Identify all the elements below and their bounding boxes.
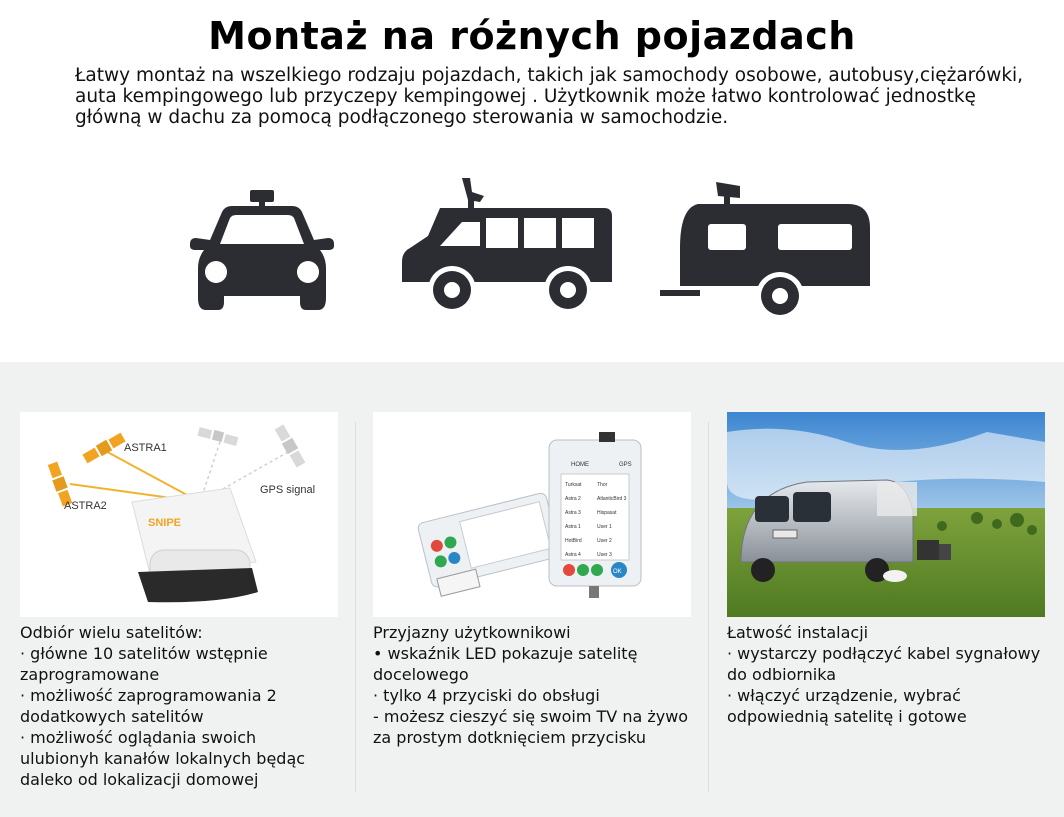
caravan-with-dish-icon [658,178,876,324]
van-with-dish-icon [400,178,616,314]
svg-text:SNIPE: SNIPE [148,517,182,529]
satellite-illustration [20,412,338,617]
remote-item: Astra 4 [565,552,581,558]
page-title: Montaż na różnych pojazdach [208,14,856,58]
feature-line: · tylko 4 przyciski do obsługi [373,686,600,705]
remote-item: AtlanticBird 3 [597,496,627,502]
feature-text-remote [373,622,691,748]
remote-item: Astra 3 [565,510,581,516]
feature-line: · wystarczy podłączyć kabel sygnałowy do odbiornika [727,644,1041,684]
feature-line: · włączyć urządzenie, wybrać odpowiednią satelitę i gotowe [727,686,967,726]
remote-item: User 1 [597,524,612,530]
feature-card-satellites [20,412,338,790]
remote-left-list [565,478,599,562]
remote-item: Astra 2 [565,496,581,502]
car-with-dish-icon [188,188,336,312]
features-section [0,362,1064,817]
feature-line: · możliwość zaprogramowania 2 dodatkowych satelitów [20,686,277,726]
feature-line: Odbiór wielu satelitów: [20,623,203,642]
vehicle-icons [0,170,1064,330]
astra1-label: ASTRA1 [124,442,167,454]
svg-text:HOME: HOME [571,462,589,468]
header-section [0,0,1064,362]
feature-line: • wskaźnik LED pokazuje satelitę docelowego [373,644,638,684]
remote-item: Hispasat [597,510,617,516]
astra2-label: ASTRA2 [64,500,107,512]
remote-item: User 2 [597,538,612,544]
feature-card-installation [727,412,1045,727]
remote-item: User 3 [597,552,612,558]
remote-control-image [373,412,691,617]
caravan-in-field-photo [727,412,1045,617]
caravan-photo-illustration [727,412,1045,617]
feature-line: - możesz cieszyć się swoim TV na żywo za prostym dotknięciem przycisku [373,707,689,747]
remote-item: Astra 1 [565,524,581,530]
feature-line: Łatwość instalacji [727,623,869,642]
remote-item: Thor [597,482,608,488]
feature-text-satellites [20,622,338,790]
remote-right-list [597,478,629,562]
feature-text-installation [727,622,1045,727]
feature-line: Przyjazny użytkownikowi [373,623,571,642]
column-divider [708,422,709,792]
gps-label: GPS signal [260,484,316,496]
svg-text:OK: OK [613,569,622,575]
remote-illustration [373,412,691,617]
intro-paragraph: Łatwy montaż na wszelkiego rodzaju pojazdach, takich jak samochody osobowe, autobusy,ciężarówki, auta kempingowego lub przyczepy kempingowej . Użytkownik może łatwo kontrolować jednostkę główną w dachu za pomocą podłączonego sterowania w samochodzie. [75,65,1024,128]
satellite-dish-image [20,412,338,617]
feature-line: · możliwość oglądania swoich ulubionyh kanałów lokalnych będąc daleko od lokalizacji domowej [20,728,306,789]
column-divider [355,422,356,792]
remote-item: Turksat [565,482,582,488]
feature-line: · główne 10 satelitów wstępnie zaprogramowane [20,644,268,684]
feature-card-remote [373,412,691,748]
svg-text:GPS: GPS [619,462,632,468]
remote-item: HotBird [565,538,582,544]
